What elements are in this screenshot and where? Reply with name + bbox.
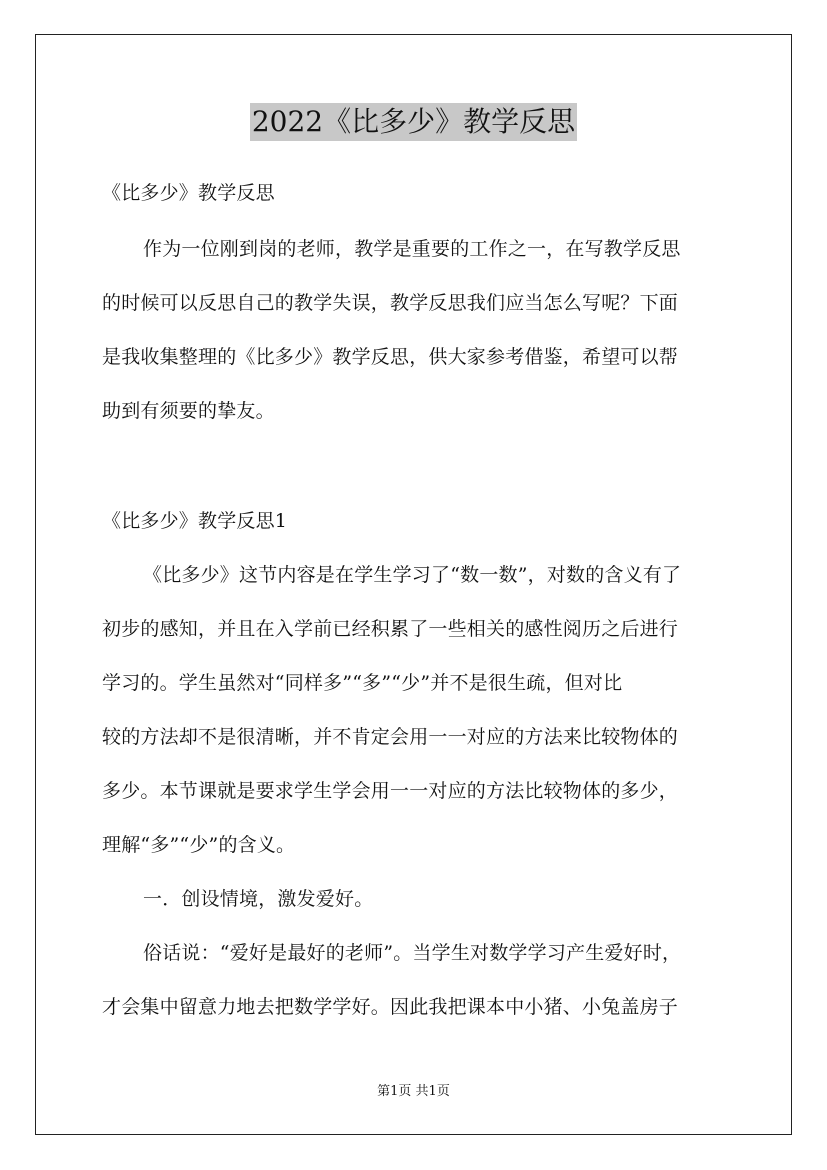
title-wrap [0, 103, 827, 141]
point-line-1: 俗话说：“爱好是最好的老师”。当学生对数学学习产生爱好时， [143, 942, 682, 964]
intro-line-1: 作为一位刚到岗的老师，教学是重要的工作之一，在写教学反思 [143, 238, 681, 260]
intro-line-3: 是我收集整理的《比多少》教学反思，供大家参考借鉴，希望可以帮 [102, 346, 679, 368]
point-line-2: 才会集中留意力地去把数学学好。因此我把课本中小猪、小兔盖房子 [102, 996, 679, 1018]
section-line-5: 多少。本节课就是要求学生学会用一一对应的方法比较物体的多少， [102, 780, 679, 802]
section-line-6: 理解“多”“少”的含义。 [102, 834, 296, 856]
page-footer: 第1页 共1页 [377, 1084, 450, 1099]
section-line-2: 初步的感知，并且在入学前已经积累了一些相关的感性阅历之后进行 [102, 618, 679, 640]
point-heading: 一．创设情境，激发爱好。 [143, 888, 374, 910]
document-subtitle: 《比多少》教学反思 [102, 182, 275, 204]
section-line-4: 较的方法却不是很清晰，并不肯定会用一一对应的方法来比较物体的 [102, 726, 679, 748]
intro-line-4: 助到有须要的挚友。 [102, 400, 275, 422]
section-line-3: 学习的。学生虽然对“同样多”“多”“少”并不是很生疏，但对比 [102, 672, 623, 694]
section-line-1: 《比多少》这节内容是在学生学习了“数一数”，对数的含义有了 [143, 564, 682, 586]
section-heading: 《比多少》教学反思1 [102, 510, 288, 532]
intro-line-2: 的时候可以反思自己的教学失误，教学反思我们应当怎么写呢？下面 [102, 292, 679, 314]
document-title: 2022《比多少》教学反思 [250, 103, 577, 141]
